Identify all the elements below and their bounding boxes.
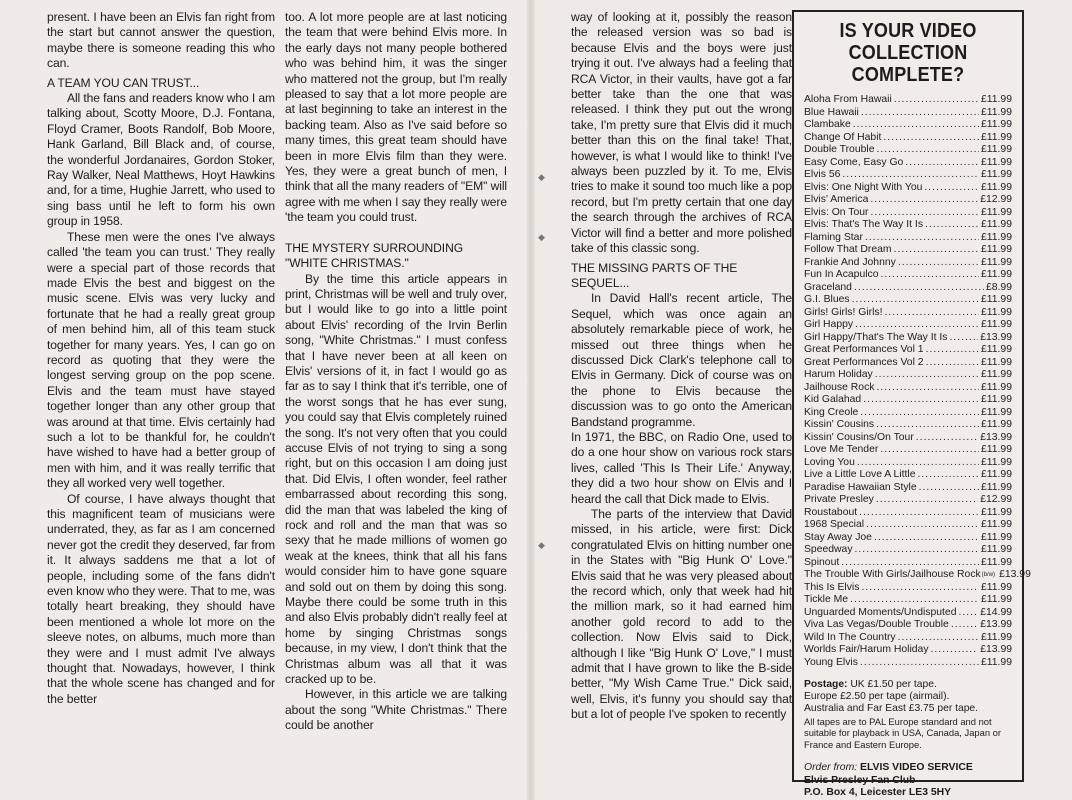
video-list-item xyxy=(804,194,1012,207)
video-price: £11.99 xyxy=(980,594,1012,605)
video-price: £11.99 xyxy=(980,581,1012,593)
leader-dots xyxy=(842,169,979,182)
video-title: Elvis: That's The Way It Is xyxy=(804,219,924,230)
video-title: Girl Happy/That's The Way It Is xyxy=(804,331,948,343)
leader-dots xyxy=(959,607,979,620)
video-price: £11.99 xyxy=(980,356,1012,368)
video-title: Elvis 56 xyxy=(804,169,841,180)
video-price: £8.99 xyxy=(985,281,1012,293)
leader-dots xyxy=(883,132,979,145)
video-title: Kissin' Cousins/On Tour xyxy=(804,431,914,443)
video-title: Elvis: One Night With You xyxy=(804,181,923,193)
video-list-item xyxy=(804,607,1012,620)
video-list-item xyxy=(804,182,1012,195)
video-title: Worlds Fair/Harum Holiday xyxy=(804,644,929,655)
paragraph: However, in this article we are talking about the song "White Christmas." There could be another xyxy=(285,687,507,733)
video-price: £11.99 xyxy=(980,206,1012,218)
video-price: £11.99 xyxy=(980,394,1012,405)
video-price: £11.99 xyxy=(980,106,1012,118)
leader-dots xyxy=(852,294,979,307)
order-club: Elvis Presley Fan Club xyxy=(804,774,916,786)
video-price: £11.99 xyxy=(980,94,1012,105)
video-price: £11.99 xyxy=(980,369,1012,380)
video-title: Girl Happy xyxy=(804,319,854,330)
video-price: £11.99 xyxy=(980,256,1012,268)
order-address: P.O. Box 4, Leicester LE3 5HY xyxy=(804,787,952,799)
video-list-item xyxy=(804,419,1012,432)
leader-dots xyxy=(863,394,979,407)
section-heading-team: A TEAM YOU CAN TRUST... xyxy=(47,75,200,90)
video-list-item xyxy=(804,532,1012,545)
page-mark: ◆ xyxy=(538,232,545,242)
video-price: £11.99 xyxy=(980,269,1012,280)
video-list-item xyxy=(804,219,1012,232)
video-list-item xyxy=(804,244,1012,257)
video-title: Follow That Dream xyxy=(804,244,892,255)
leader-dots xyxy=(876,419,979,432)
video-price: £11.99 xyxy=(980,344,1012,355)
postage-uk: UK £1.50 per tape. xyxy=(850,679,937,690)
leader-dots xyxy=(926,344,979,357)
leader-dots xyxy=(875,369,979,382)
leader-dots xyxy=(855,544,979,557)
paragraph: way of looking at it, possibly the reason the released version was so bad is because Elvis and the boys were just trying it out. I've always had a feeling that RCA Victor, in their vaults, have got a far better take than the one that was released. I think they put out the wrong take, I'm pretty sure that Elvis did it much better than this on the final take! That, however, is what I would like to think! I've always been puzzled by it. To me, Elvis tries to make it sound too much like a pop record, but I'm pretty certain that one day the search through the archives of RCA Victor will find a better and more polished take of this classic song. xyxy=(571,10,792,256)
video-title: Aloha From Hawaii xyxy=(804,94,892,105)
video-title: King Creole xyxy=(804,406,859,418)
video-list-item xyxy=(804,207,1012,220)
video-list-item xyxy=(804,282,1012,295)
video-title: The Trouble With Girls/Jailhouse Rock xyxy=(804,569,981,580)
video-title: Tickle Me xyxy=(804,594,849,605)
leader-dots xyxy=(865,232,979,245)
leader-dots xyxy=(860,407,979,420)
video-list-item xyxy=(804,519,1012,532)
video-price: £11.99 xyxy=(980,656,1012,668)
paragraph: In 1971, the BBC, on Radio One, used to do a one hour show on various rock stars lives, called 'This Is Their Life.' Anyway, they did a two hour show on Elvis and I heard the call that Dick made to Elvis. xyxy=(571,429,792,506)
video-title: Kid Galahad xyxy=(804,394,862,405)
leader-dots xyxy=(860,657,979,670)
video-list-item xyxy=(804,357,1012,370)
video-title: Harum Holiday xyxy=(804,369,873,380)
paragraph: In David Hall's recent article, The Sequel, which was once again an absolutely remarkable piece of work, he missed out three things when he discussed Dick Clark's telephone call to Elvis in Germany. Dick of course was on the phone to Elvis because the discussion was to go onto the American Bandstand programme. xyxy=(571,291,792,429)
video-price: £14.99 xyxy=(980,606,1012,618)
video-title: Roustabout xyxy=(804,506,858,518)
video-list-item xyxy=(804,319,1012,332)
leader-dots xyxy=(861,582,979,595)
leader-dots xyxy=(881,269,979,282)
page-gutter xyxy=(527,0,535,800)
article-column-3 xyxy=(571,10,792,723)
video-list-item xyxy=(804,294,1012,307)
video-price: £11.99 xyxy=(980,244,1012,255)
leader-dots xyxy=(885,307,979,320)
video-list-item xyxy=(804,594,1012,607)
leader-dots xyxy=(870,194,978,207)
video-price: £11.99 xyxy=(980,444,1012,455)
leader-dots xyxy=(876,494,978,507)
leader-dots xyxy=(905,157,979,170)
video-price: £11.99 xyxy=(980,506,1012,518)
video-price: £13.99 xyxy=(999,569,1031,580)
leader-dots xyxy=(898,257,979,270)
video-list-item xyxy=(804,432,1012,445)
video-title: Flaming Star xyxy=(804,231,863,243)
video-list-item xyxy=(804,582,1012,595)
video-price: £11.99 xyxy=(980,531,1012,543)
video-price: £11.99 xyxy=(980,544,1012,555)
video-price: £11.99 xyxy=(980,419,1012,430)
video-price: £12.99 xyxy=(980,494,1012,505)
video-title: Live a Little Love A Little xyxy=(804,469,916,480)
leader-dots xyxy=(876,144,979,157)
video-list-item xyxy=(804,619,1012,632)
leader-dots xyxy=(926,357,979,370)
video-list-item xyxy=(804,94,1012,107)
leader-dots xyxy=(876,382,979,395)
video-title: Love Me Tender xyxy=(804,444,879,455)
video-price-list xyxy=(804,94,1031,669)
video-price: £13.99 xyxy=(980,619,1012,630)
video-suffix: (b/w) xyxy=(981,572,996,578)
leader-dots xyxy=(916,432,978,445)
video-list-item xyxy=(804,644,1012,657)
video-price: £11.99 xyxy=(980,469,1012,480)
leader-dots xyxy=(853,119,979,132)
postage-info xyxy=(804,679,1012,750)
leader-dots xyxy=(880,444,979,457)
video-price: £11.99 xyxy=(980,556,1012,568)
video-price: £12.99 xyxy=(980,194,1012,205)
video-title: 1968 Special xyxy=(804,519,865,530)
video-price: £11.99 xyxy=(980,119,1012,130)
video-list-item xyxy=(804,507,1012,520)
video-list-item xyxy=(804,657,1012,670)
video-title: Kissin' Cousins xyxy=(804,419,875,430)
postage-europe: Europe £2.50 per tape (airmail). xyxy=(804,691,950,703)
video-title: Wild In The Country xyxy=(804,631,896,643)
video-list-item xyxy=(804,494,1012,507)
video-title: Girls! Girls! Girls! xyxy=(804,306,883,318)
video-list-item xyxy=(804,332,1012,345)
leader-dots xyxy=(924,182,979,195)
video-title: Elvis: On Tour xyxy=(804,206,869,218)
leader-dots xyxy=(894,244,979,257)
order-info xyxy=(804,762,1012,800)
video-list-item xyxy=(804,469,1012,482)
paragraph: By the time this article appears in print, Christmas will be well and truly over, but I would like to go into a little point about Elvis' recording of the Irvin Berlin song, "White Christmas." I must confess that I have never been at all keen on Elvis' versions of it, in fact I would go as far as to say I think that it's terrible, one of the worst songs that he has ever sung, you could say that Elvis completely ruined the song. It's not very often that you could accuse Elvis of not trying to sing a song right, but on this occasion I am doing just that. Did Elvis, I often wonder, feel rather embarrassed about recording this song, did the man that was labeled the king of rock and roll and the man that was so sexy that he made millions of women go weak at the knees, think that all his fans would consider him to have gone square and sold out on them by doing this song. Maybe there could be some truth in this and also Elvis probably didn't really feel at home by singing Christmas songs because, in my view, I don't think that the Christmas album was all that it was cracked up to be. xyxy=(285,271,507,687)
video-price: £13.99 xyxy=(980,644,1012,655)
video-title: Spinout xyxy=(804,556,840,568)
video-list-item xyxy=(804,169,1012,182)
video-title: Private Presley xyxy=(804,494,874,505)
video-title: Viva Las Vegas/Double Trouble xyxy=(804,619,949,630)
video-title: Great Performances Vol 1 xyxy=(804,344,924,355)
video-list-item xyxy=(804,394,1012,407)
leader-dots xyxy=(925,219,979,232)
section-heading-sequel: THE MISSING PARTS OF THE SEQUEL... xyxy=(571,260,738,290)
order-service: ELVIS VIDEO SERVICE xyxy=(860,762,973,774)
video-price: £13.99 xyxy=(980,331,1012,343)
video-list-item xyxy=(804,119,1012,132)
leader-dots xyxy=(898,632,979,645)
video-price: £11.99 xyxy=(980,481,1012,493)
video-price: £11.99 xyxy=(980,219,1012,230)
video-list-item xyxy=(804,457,1012,470)
pal-note: All tapes are to PAL Europe standard and not suitable for playback in USA, Canada, Japan or France and Eastern Europe. xyxy=(804,715,1001,750)
paragraph: present. I have been an Elvis fan right from the start but cannot answer the question, maybe there is someone reading this who can. xyxy=(47,10,275,71)
video-list-item xyxy=(804,382,1012,395)
video-price: £11.99 xyxy=(980,181,1012,193)
video-title: Loving You xyxy=(804,456,855,468)
video-price: £11.99 xyxy=(980,406,1012,418)
video-list-item xyxy=(804,144,1012,157)
video-title: Speedway xyxy=(804,544,853,555)
video-list-item xyxy=(804,257,1012,270)
leader-dots xyxy=(841,557,979,570)
leader-dots xyxy=(874,532,979,545)
leader-dots xyxy=(854,282,984,295)
video-price: £11.99 xyxy=(980,169,1012,180)
leader-dots xyxy=(850,594,979,607)
video-price: £11.99 xyxy=(980,631,1012,643)
page-mark: ◆ xyxy=(538,540,545,550)
leader-dots xyxy=(919,482,979,495)
paragraph: The parts of the interview that David missed, in his article, were first: Dick congratulated Elvis on hitting number one in the States with "Big Hunk O' Love." Elvis said that he was very pleased about the record which, only that week had hit the million mark, so it had earned him another gold record to add to the collection. Now Elvis said to Dick, although I like "Big Hunk O' Love," I must admit that I have grown to like the B-side better, "My Wish Came True." Dick said, well, Elvis, it's funny you should say that but a lot of people I've spoken to recently xyxy=(571,507,792,722)
postage-label: Postage: xyxy=(804,679,848,690)
video-list-item xyxy=(804,107,1012,120)
page-mark: ◆ xyxy=(538,172,545,182)
video-list-item xyxy=(804,307,1012,320)
leader-dots xyxy=(855,319,979,332)
section-heading-white-christmas: THE MYSTERY SURROUNDING "WHITE CHRISTMAS." xyxy=(285,240,464,271)
video-title: Stay Away Joe xyxy=(804,531,872,543)
video-title: Young Elvis xyxy=(804,656,858,668)
video-list-item xyxy=(804,157,1012,170)
video-price: £11.99 xyxy=(980,306,1012,318)
paragraph: too. A lot more people are at last noticing the team that were behind Elvis more. In the early days not many people bothered who was behind him, it was the singer who mattered not the group, but I'm really pleased to say that a lot more people are at last beginning to take an interest in the backing team. Also as I've said before so many times, this great team should have been in more Elvis film than they were. Yes, they were a great bunch of men, I think that all the many readers of "EM" will agree with me when I say they really were 'the team you could trust. xyxy=(285,10,507,225)
video-title: This Is Elvis xyxy=(804,581,860,593)
video-list-item xyxy=(804,344,1012,357)
video-price: £11.99 xyxy=(980,156,1012,168)
leader-dots xyxy=(861,107,979,120)
video-list-item xyxy=(804,232,1012,245)
article-column-2 xyxy=(285,10,507,734)
video-title: Jailhouse Rock xyxy=(804,381,875,393)
video-list-item xyxy=(804,269,1012,282)
video-title: Change Of Habit xyxy=(804,131,882,143)
paragraph: Of course, I have always thought that this magnificent team of musicians were underrated, they, as far as I am concerned never got the credit they deserved, far from it. It always saddens me that a lot of people, including some of the fans didn't even know who they were. That to me, was totally heart breaking, they should have been mentioned a whole lot more on the sleeve notes, on albums, much more than they were and I must admit I've always thought that. Nowadays, however, I think that the whole scene has changed and for the better xyxy=(47,491,275,706)
leader-dots xyxy=(949,332,978,345)
leader-dots xyxy=(859,507,979,520)
video-price: £11.99 xyxy=(980,456,1012,468)
video-price: £11.99 xyxy=(980,519,1012,530)
leader-dots xyxy=(894,94,979,107)
video-title: Great Performances Vol 2 xyxy=(804,356,924,368)
video-title: Graceland xyxy=(804,281,852,293)
leader-dots xyxy=(857,457,979,470)
leader-dots xyxy=(870,207,979,220)
video-price: £11.99 xyxy=(980,319,1012,330)
video-list-item xyxy=(804,632,1012,645)
video-price: £11.99 xyxy=(980,294,1012,305)
video-title: Frankie And Johnny xyxy=(804,256,896,268)
leader-dots xyxy=(931,644,979,657)
video-list-item xyxy=(804,132,1012,145)
video-list-item xyxy=(804,369,1012,382)
video-title: Elvis' America xyxy=(804,194,869,205)
video-title: G.I. Blues xyxy=(804,294,850,305)
paragraph: These men were the ones I've always called 'the team you can trust.' They really were a special part of those records that made Elvis the best and biggest on the music scene. Elvis was very lucky and fortunate that he had a really great group of men behind him, all of this team stuck together for many years. Yes, I can go on record as quoting that they were the longest serving group on the pop scene. Elvis and the team must have stayed together longer than any other group that was around at that time. Elvis certainly had such a lot to be thankful for, he couldn't have wished to have had a better group of men with him, and it was really terrific that they all worked very well together. xyxy=(47,229,275,491)
leader-dots xyxy=(866,519,979,532)
order-label: Order from: xyxy=(804,762,858,774)
video-title: Paradise Hawaiian Style xyxy=(804,481,917,493)
article-column-1 xyxy=(47,10,275,707)
video-title: Clambake xyxy=(804,119,851,130)
paragraph: All the fans and readers know who I am talking about, Scotty Moore, D.J. Fontana, Floyd Cramer, Boots Randolf, Bob Moore, Hank Garland, Bill Black and, of course, the wonderful Jordanaires, Gordon Stoker, Ray Walker, Neal Matthews, Hoyt Hawkins and, for a time, Hughie Jarrett, who used to sing bass until he left to form his own group in 1958. xyxy=(47,91,275,229)
video-title: Easy Come, Easy Go xyxy=(804,156,904,168)
video-price: £11.99 xyxy=(980,144,1012,155)
leader-dots xyxy=(951,619,978,632)
video-title: Unguarded Moments/Undisputed xyxy=(804,606,957,618)
video-price: £11.99 xyxy=(980,131,1012,143)
postage-far-east: Australia and Far East £3.75 per tape. xyxy=(804,703,979,715)
video-title: Double Trouble xyxy=(804,144,875,155)
video-list-item xyxy=(804,482,1012,495)
video-list-item xyxy=(804,569,1031,582)
video-price: £13.99 xyxy=(980,431,1012,443)
video-collection-advert xyxy=(792,10,1031,799)
video-list-item xyxy=(804,544,1012,557)
advert-title: IS YOUR VIDEO COLLECTION COMPLETE? xyxy=(839,20,977,86)
video-price: £11.99 xyxy=(980,381,1012,393)
video-title: Blue Hawaii xyxy=(804,106,859,118)
video-title: Fun In Acapulco xyxy=(804,269,879,280)
video-list-item xyxy=(804,407,1012,420)
video-price: £11.99 xyxy=(980,231,1012,243)
leader-dots xyxy=(918,469,979,482)
video-list-item xyxy=(804,444,1012,457)
video-list-item xyxy=(804,557,1012,570)
